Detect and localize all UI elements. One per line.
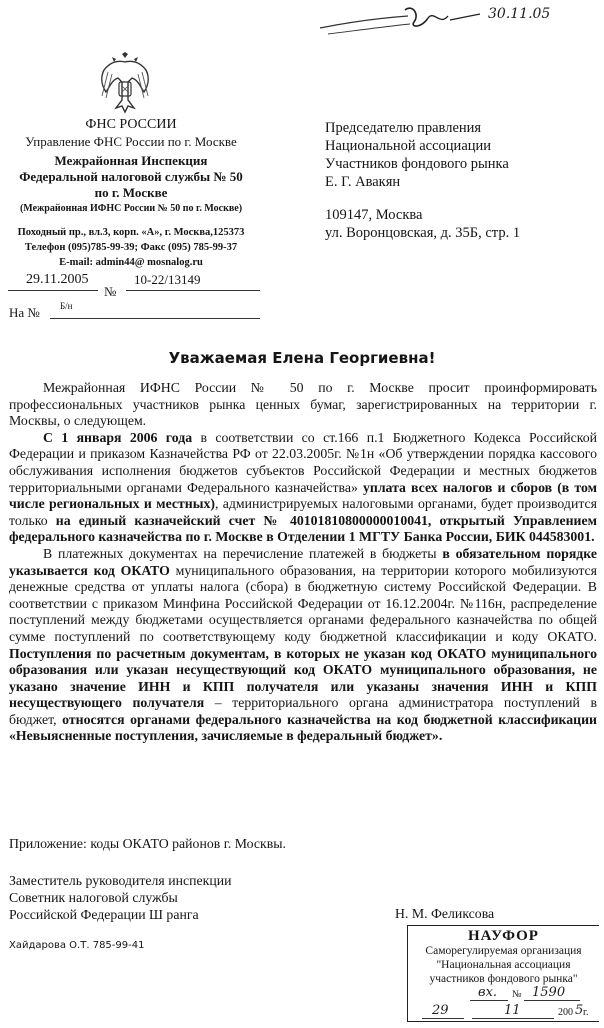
paragraph-text: муниципального образования, на территории которого мобилизуются денежные средства от уплаты налога (сбора) в бюджетную систему Российской Федерации. В соответствии с приказом Минфина Российской Федерации от 16.12.2004г. №116н, распределение поступлений между бюджетами осуществляется органами федерального казначейства по общей сумме поступлений по соответствующему коду бюджетной классификации и коду ОКАТО. xyxy=(9,562,597,644)
paragraph-text: Межрайонная ИФНС России № 50 по г. Москве просит проинформировать профессиональных участников рынка ценных бумаг, зарегистрированных на территории г. Москвы, о следующем. xyxy=(9,380,597,429)
stamp-in-number: 1590 xyxy=(532,985,566,1000)
stamp-field-line xyxy=(470,1000,508,1001)
stamp-line: "Национальная ассоциация xyxy=(436,959,571,971)
attachment-note: Приложение: коды ОКАТО районов г. Москвы. xyxy=(9,836,286,851)
stamp-field-line xyxy=(524,1000,580,1001)
recipient-line: Председателю правления xyxy=(325,120,482,136)
stamp-in-label: вх. xyxy=(478,985,498,1000)
recipient-line: Национальной ассоциации xyxy=(325,138,492,154)
paragraph xyxy=(9,546,597,745)
emphasis-text: в обязательном порядке указывается код ОКАТО xyxy=(9,545,598,578)
paragraph-text: В платежных документах на перечисление платежей в бюджеты xyxy=(43,545,443,561)
stamp-year-suffix: 5 xyxy=(575,1003,584,1018)
reference-underline xyxy=(50,318,260,319)
stamp-number-label: № xyxy=(512,989,522,1000)
inspection-name-line: Межрайонная Инспекция xyxy=(54,153,208,168)
handwritten-date: 30.11.05 xyxy=(488,6,551,22)
department-name: Управление ФНС России по г. Москве xyxy=(25,134,237,149)
incoming-stamp xyxy=(407,925,599,1022)
number-label: № xyxy=(104,284,117,299)
stamp-line: участников фондового рынка" xyxy=(429,973,578,985)
signatory-title-line: Российской Федерации Ш ранга xyxy=(9,907,199,922)
signatory-name: Н. М. Феликсова xyxy=(395,906,495,921)
paragraph-text: в соответствии со ст.166 п.1 Бюджетного Кодекса Российской Федерации и приказом Казначейства РФ от 22.03.2005г. №1н «Об утверждении порядка кассового обслуживания исполнения бюджетов субъектов Российской Федерации и местных бюджетов территориальными органами Федерального казначейства» xyxy=(9,429,597,495)
paragraph xyxy=(9,380,597,430)
stamp-day: 29 xyxy=(432,1003,449,1018)
stamp-month: 11 xyxy=(504,1003,521,1018)
letterhead-email: E-mail: admin44@ mosnalog.ru xyxy=(59,257,203,268)
inspection-short-name: (Межрайонная ИФНС России № 50 по г. Москве) xyxy=(19,203,243,214)
recipient-line: Участников фондового рынка xyxy=(325,156,509,172)
stamp-title: НАУФОР xyxy=(468,928,539,944)
inspection-name-line: Федеральной налоговой службы № 50 xyxy=(19,169,243,184)
emphasis-text: С 1 января 2006 года xyxy=(43,429,193,445)
agency-name: ФНС РОССИИ xyxy=(85,117,177,132)
stamp-line: Саморегулируемая организация xyxy=(425,945,582,957)
registration-date: 29.11.2005 xyxy=(26,272,89,287)
recipient-name: Е. Г. Авакян xyxy=(325,174,401,190)
reference-value: Б/н xyxy=(60,301,73,311)
letterhead-phone: Телефон (095)785-99-39; Факс (095) 785-99-37 xyxy=(24,242,238,253)
signatory-title-line: Советник налоговой службы xyxy=(9,890,178,905)
recipient-address-line: ул. Воронцовская, д. 35Б, стр. 1 xyxy=(325,225,521,241)
emphasis-text: на единый казначейский счет № 40101810800000010041, открытый Управлением федерального казначейства по г. Москве в Отделении 1 МГТУ Банка России, БИК 044583001. xyxy=(9,512,598,545)
reference-label: На № xyxy=(9,305,40,320)
emphasis-text: уплата всех налогов и сборов (в том числе региональных и местных) xyxy=(9,479,597,512)
date-underline xyxy=(8,290,98,291)
paragraph-text: – территориального органа администратора поступлений в бюджет, xyxy=(9,695,597,727)
inspection-name-line: по г. Москве xyxy=(94,185,168,200)
greeting: Уважаемая Елена Георгиевна! xyxy=(168,349,436,367)
double-headed-eagle-icon xyxy=(96,52,154,114)
stamp-year-prefix: 200 xyxy=(558,1007,573,1018)
emphasis-text: относятся органами федерального казначейства на код бюджетной классификации «Невыясненные поступления, зачисляемые в федеральный бюджет». xyxy=(9,711,598,744)
number-underline xyxy=(126,290,260,291)
coat-of-arms-emblem xyxy=(96,52,154,114)
handwritten-date-note xyxy=(310,0,604,40)
recipient-address-line: 109147, Москва xyxy=(325,207,423,223)
paragraph xyxy=(9,430,597,546)
letter-body xyxy=(9,380,597,745)
scribble-signature-icon xyxy=(310,0,604,40)
stamp-field-line xyxy=(472,1018,554,1019)
paragraph-text: , администрируемых налоговыми органами, будет производится только xyxy=(9,496,598,528)
emphasis-text: Поступления по расчетным документам, в которых не указан код ОКАТО муниципального образования или указан несуществующий код ОКАТО муниципального образования, не указано значение ИНН и КПП получателя или указаны значения ИНН и КПП несуществующего получателя xyxy=(9,645,597,711)
stamp-field-line xyxy=(422,1018,464,1019)
executor-contact: Хайдарова О.Т. 785-99-41 xyxy=(9,940,145,951)
stamp-year-unit: г. xyxy=(583,1007,589,1018)
registration-number: 10-22/13149 xyxy=(134,272,201,287)
signatory-title-line: Заместитель руководителя инспекции xyxy=(9,873,232,888)
letterhead-address: Походный пр., вл.3, корп. «А», г. Москва,125373 xyxy=(17,227,245,238)
